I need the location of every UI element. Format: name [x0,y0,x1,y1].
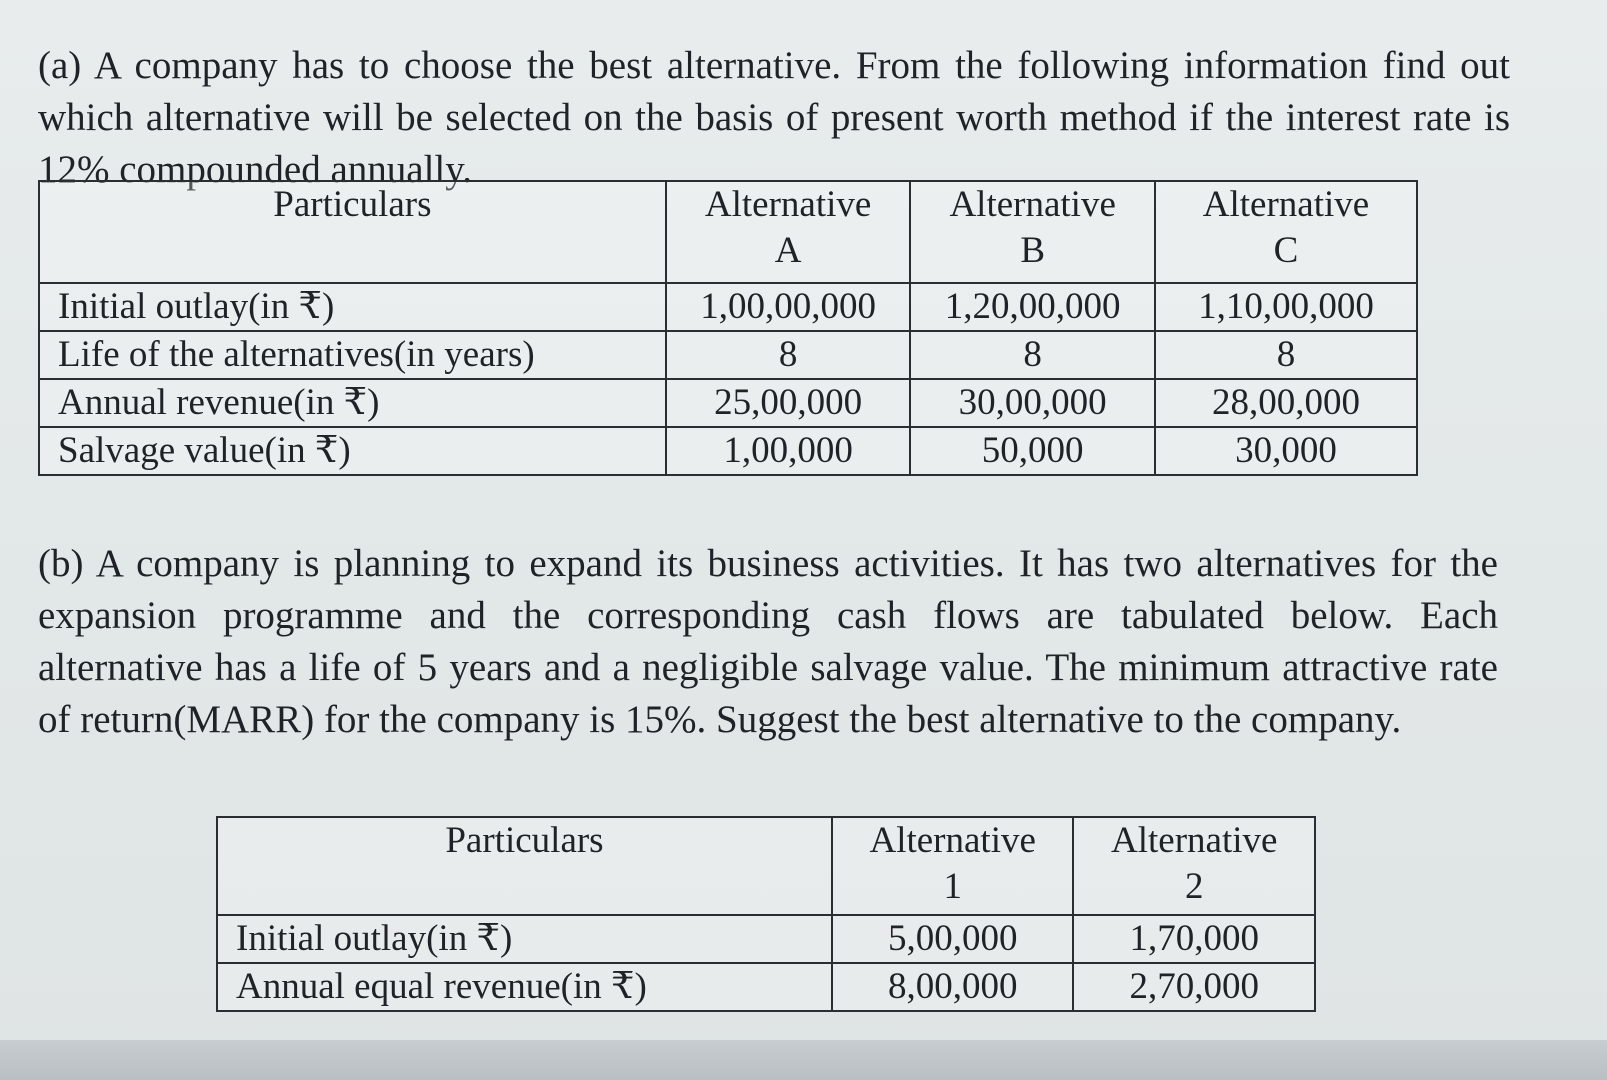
header-line1: Alternative [949,184,1116,225]
cell-value: 1,20,00,000 [910,283,1155,331]
table-row [39,331,1417,379]
cell-value: 2,70,000 [1073,963,1315,1011]
table-header-row [217,817,1315,915]
header-line1: Alternative [704,184,872,225]
question-a-text: (a) A company has to choose the best alternative. From the following information find out which alternative will be selected on the basis of present worth method if the interest rate is 12% compounded annually. [38,44,1510,191]
header-line1: Alternative [1202,184,1370,225]
table-row [217,915,1315,963]
row-label: Annual equal revenue(in ₹) [217,963,832,1011]
header-line2: 1 [943,866,962,907]
header-line1: Alternative [1111,820,1278,861]
row-label: Initial outlay(in ₹) [39,283,666,331]
monitor-bezel [0,1040,1607,1080]
cell-value: 1,00,00,000 [666,283,911,331]
cell-value: 8 [1155,331,1417,379]
row-label: Initial outlay(in ₹) [217,915,832,963]
header-line2: C [1273,230,1299,271]
alternatives-table-a [38,180,1418,476]
header-line2: B [1020,230,1046,271]
cell-value: 28,00,000 [1155,379,1417,427]
header-alternative-b [910,181,1155,283]
header-line2: 2 [1184,866,1204,907]
cell-value: 5,00,000 [832,915,1074,963]
header-line1: Alternative [869,820,1036,861]
alternatives-table-b [216,816,1316,1012]
header-alternative-2 [1073,817,1315,915]
header-particulars: Particulars [39,181,666,283]
table-row [39,379,1417,427]
cell-value: 8,00,000 [832,963,1074,1011]
table-header-row [39,181,1417,283]
table-row [39,283,1417,331]
cell-value: 30,000 [1155,427,1417,475]
row-label: Life of the alternatives(in years) [39,331,666,379]
cell-value: 8 [666,331,911,379]
header-alternative-1 [832,817,1074,915]
cell-value: 50,000 [910,427,1155,475]
row-label: Salvage value(in ₹) [39,427,666,475]
table-row [39,427,1417,475]
header-alternative-a [666,181,911,283]
header-alternative-c [1155,181,1417,283]
cell-value: 8 [910,331,1155,379]
table-row [217,963,1315,1011]
row-label: Annual revenue(in ₹) [39,379,666,427]
cell-value: 1,10,00,000 [1155,283,1417,331]
cell-value: 1,00,000 [666,427,911,475]
header-particulars: Particulars [217,817,832,915]
cell-value: 25,00,000 [666,379,911,427]
cell-value: 1,70,000 [1073,915,1315,963]
question-b-text: (b) A company is planning to expand its business activities. It has two alternatives for the expansion programme and the corresponding cash flows are tabulated below. Each alternative has a life of 5 years and a negligible salvage value. The minimum attractive rate of return(MARR) for the company is 15%. Suggest the best alternative to the company. [38,542,1498,741]
header-line2: A [774,230,802,271]
cell-value: 30,00,000 [910,379,1155,427]
